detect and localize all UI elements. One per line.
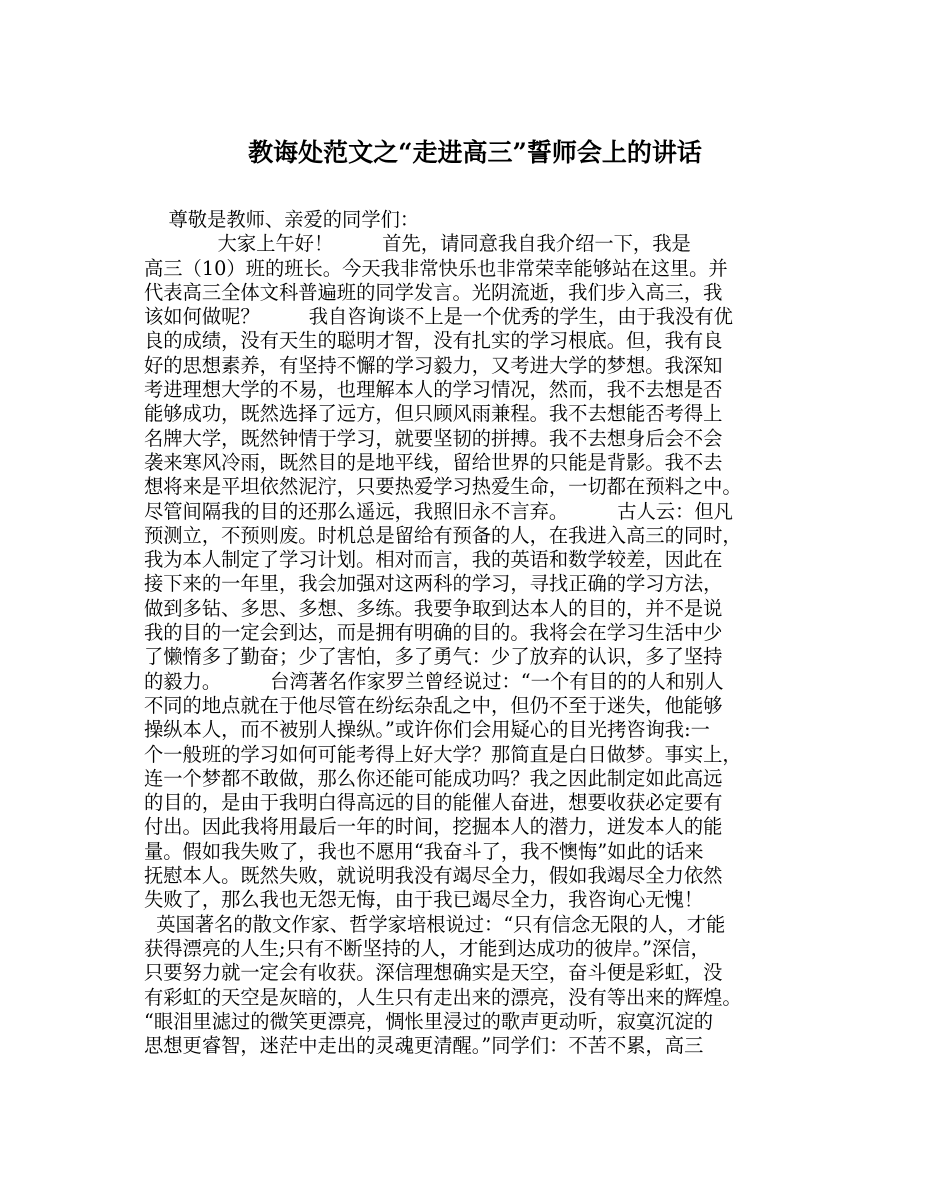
body-line: 想将来是平坦依然泥泞，只要热爱学习热爱生命，一切都在预料之中。	[144, 475, 742, 499]
body-line: 我为本人制定了学习计划。相对而言，我的英语和数学较差，因此在	[144, 548, 723, 572]
body-line: 的毅力。 台湾著名作家罗兰曾经说过：“一个有目的的人和别人	[144, 669, 724, 693]
body-line: 失败了，那么我也无怨无悔，由于我已竭尽全力，我咨询心无愧！	[144, 888, 704, 912]
body-line: 考进理想大学的不易，也理解本人的学习情况，然而，我不去想是否	[144, 378, 723, 402]
body-line: 袭来寒风冷雨，既然目的是地平线，留给世界的只能是背影。我不去	[144, 450, 723, 474]
body-line: 大家上午好！ 首先，请同意我自我介绍一下，我是	[144, 232, 691, 256]
body-line: 预测立，不预则废。时机总是留给有预备的人，在我进入高三的同时，	[144, 523, 742, 547]
body-line: 个一般班的学习如何可能考得上好大学？那简直是白日做梦。事实上，	[144, 742, 742, 766]
body-line: 良的成绩，没有天生的聪明才智，没有扎实的学习根底。但，我有良	[144, 329, 723, 353]
document-title: 教诲处范文之“走进高三”誓师会上的讲话	[248, 138, 702, 167]
body-line: 获得漂亮的人生;只有不断坚持的人，才能到达成功的彼岸。”深信，	[144, 936, 710, 960]
body-line: 代表高三全体文科普遍班的同学发言。光阴流逝，我们步入高三，我	[144, 280, 723, 304]
body-line: “眼泪里滤过的微笑更漂亮，惆怅里浸过的歌声更动听，寂寞沉淀的	[144, 1009, 714, 1033]
body-line: 付出。因此我将用最后一年的时间，挖掘本人的潜力，迸发本人的能	[144, 815, 723, 839]
body-line: 有彩虹的天空是灰暗的，人生只有走出来的漂亮，没有等出来的辉煌。	[144, 985, 742, 1009]
body-line: 我的目的一定会到达，而是拥有明确的目的。我将会在学习生活中少	[144, 621, 723, 645]
body-line: 接下来的一年里，我会加强对这两科的学习，寻找正确的学习方法，	[144, 572, 723, 596]
body-line: 尽管间隔我的目的还那么遥远，我照旧永不言弃。 古人云：但凡	[144, 499, 733, 523]
body-line: 连一个梦都不敢做，那么你还能可能成功吗？我之因此制定如此高远	[144, 766, 723, 790]
body-line: 英国著名的散文作家、哲学家培根说过：“只有信念无限的人，才能	[144, 912, 726, 936]
body-line: 尊敬是教师、亲爱的同学们：	[144, 208, 420, 231]
body-line: 能够成功，既然选择了远方，但只顾风雨兼程。我不去想能否考得上	[144, 402, 723, 426]
body-line: 量。假如我失败了，我也不愿用“我奋斗了，我不懊悔”如此的话来	[144, 839, 704, 863]
body-line: 名牌大学，既然钟情于学习，就要坚韧的拼搏。我不去想身后会不会	[144, 426, 723, 450]
body-line: 只要努力就一定会有收获。深信理想确实是天空，奋斗便是彩虹，没	[144, 961, 723, 985]
body-line: 的目的，是由于我明白得高远的目的能催人奋进，想要收获必定要有	[144, 791, 723, 815]
body-line: 该如何做呢？ 我自咨询谈不上是一个优秀的学生，由于我没有优	[144, 305, 733, 329]
body-line: 抚慰本人。既然失败，就说明我没有竭尽全力，假如我竭尽全力依然	[144, 864, 723, 888]
body-line: 做到多钻、多思、多想、多练。我要争取到达本人的目的，并不是说	[144, 596, 723, 620]
body-line: 高三（10）班的班长。今天我非常快乐也非常荣幸能够站在这里。并	[144, 256, 728, 280]
body-line: 好的思想素养，有坚持不懈的学习毅力，又考进大学的梦想。我深知	[144, 353, 723, 377]
body-line: 操纵本人，而不被别人操纵。”或许你们会用疑心的目光拷咨询我:一	[144, 718, 710, 742]
document-body	[144, 208, 809, 1058]
body-line: 不同的地点就在于他尽管在纷纭杂乱之中，但仍不至于迷失，他能够	[144, 693, 723, 717]
body-line: 了懒惰多了勤奋；少了害怕，多了勇气：少了放弃的认识，多了坚持	[144, 645, 723, 669]
body-line: 思想更睿智，迷茫中走出的灵魂更清醒。”同学们：不苦不累，高三	[144, 1034, 704, 1058]
